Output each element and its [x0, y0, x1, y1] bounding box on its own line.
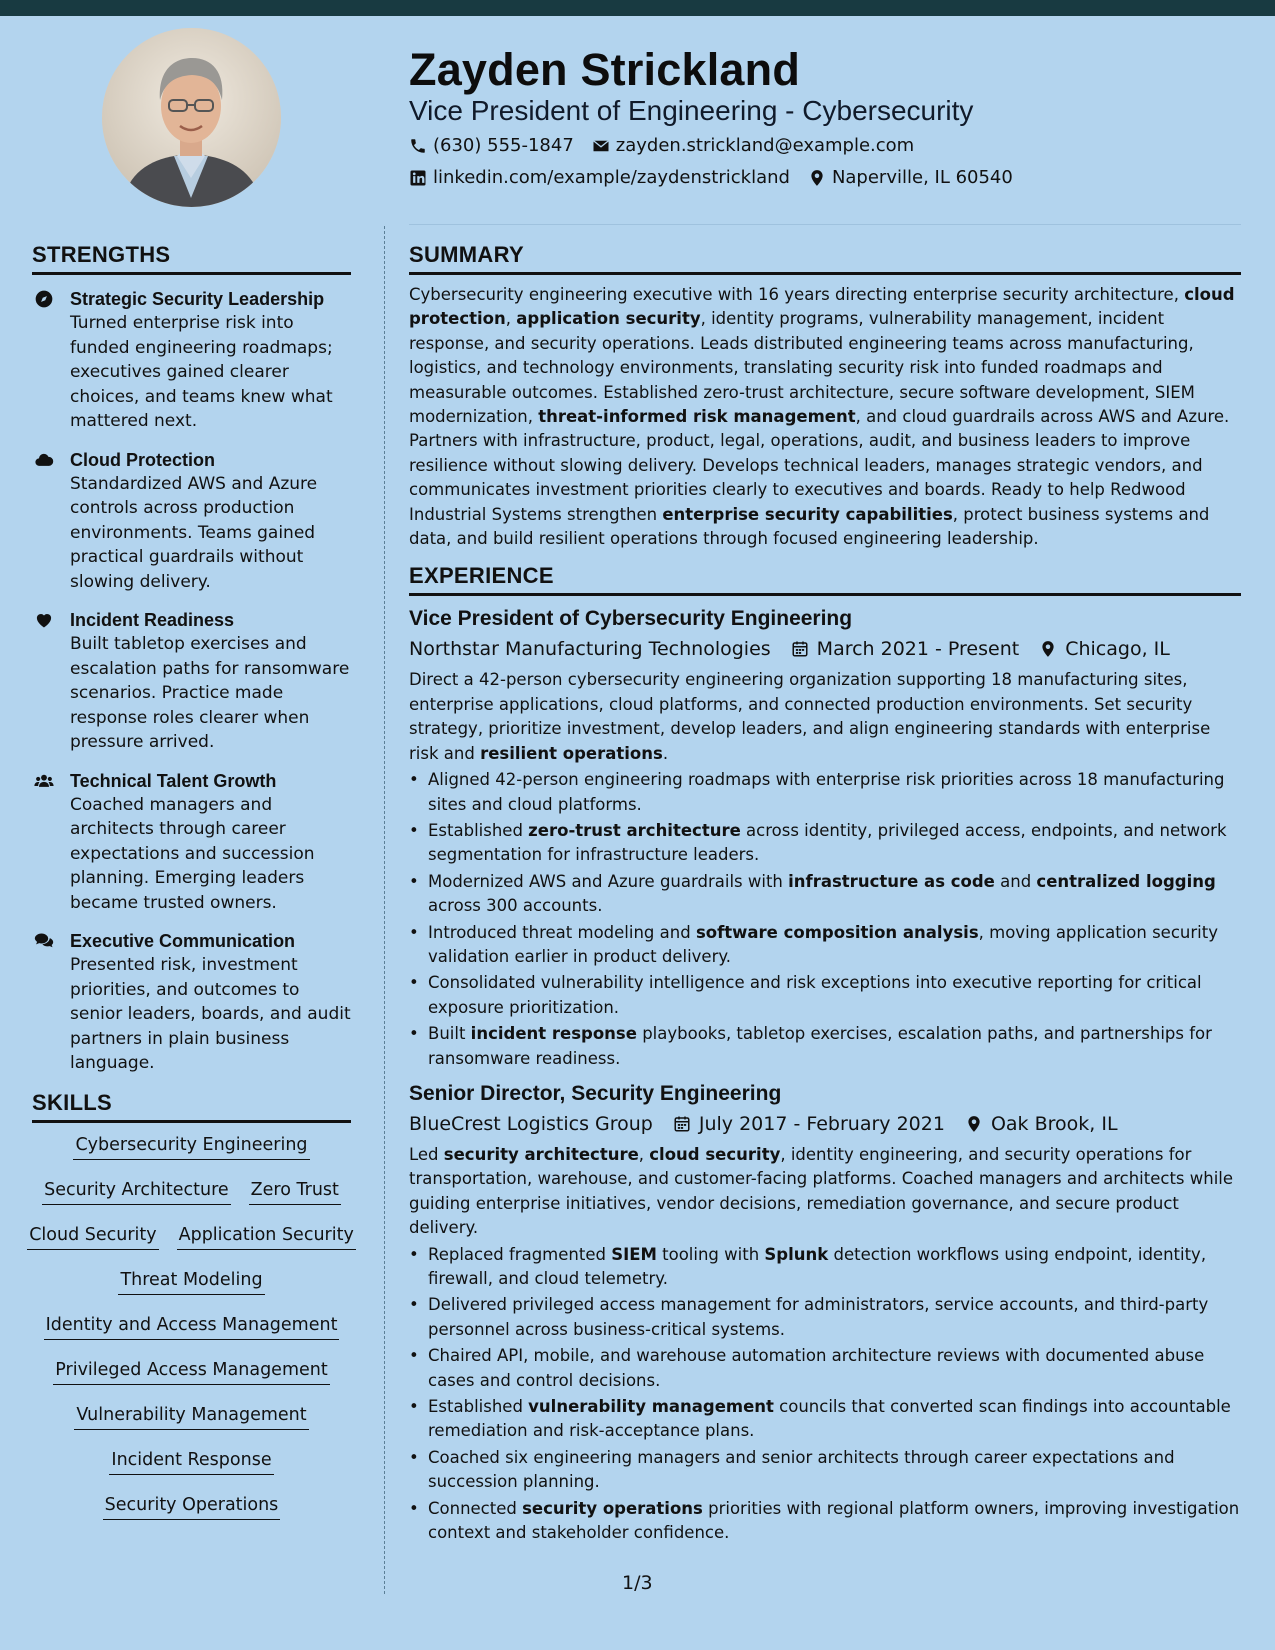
text-run: Direct a 42-person cybersecurity engineering organization supporting 18 manufacturing sites, enterprise applications, cloud platforms, and connected production environments. Set security strategy, prioritize investment, develop leaders, and align engineering standards with enterprise risk and	[409, 670, 1211, 763]
text-run: detection workflows using endpoint, identity, firewall, and cloud telemetry.	[428, 1244, 1207, 1288]
text-run: , protect business systems and data, and build resilient operations through focused engineering leadership.	[409, 504, 1210, 549]
strength-item	[32, 608, 351, 755]
calendar-icon	[791, 639, 809, 659]
text-run: Coached six engineering managers and senior architects through career expectations and succession planning.	[428, 1447, 1175, 1492]
job-meta	[409, 1109, 1241, 1139]
job-dates: March 2021 - Present	[816, 638, 1020, 661]
bullet-item	[409, 1446, 1241, 1495]
strength-title: Technical Talent Growth	[70, 770, 277, 791]
job-description	[409, 668, 1241, 766]
text-run: Cybersecurity engineering executive with 16 years directing enterprise security architecture,	[409, 285, 1185, 304]
strength-description: Standardized AWS and Azure controls across production environments. Teams gained practical guardrails without slowing delivery.	[70, 473, 318, 592]
bullet-item	[409, 971, 1241, 1020]
header-divider	[409, 224, 1241, 225]
job-entry	[409, 604, 1241, 1071]
strength-title: Incident Readiness	[70, 610, 235, 630]
skill-row	[32, 1405, 351, 1450]
skill-row	[32, 1315, 351, 1360]
location-text: Naperville, IL 60540	[831, 167, 1013, 188]
bullet-item	[409, 1022, 1241, 1071]
bullet-item	[409, 1395, 1241, 1444]
bold-keyword: software composition analysis	[695, 922, 979, 942]
text-run: Built	[428, 1024, 471, 1044]
skill-tag: Vulnerability Management	[74, 1405, 308, 1430]
job-description	[409, 1143, 1241, 1241]
summary-heading: SUMMARY	[409, 242, 1241, 275]
users-icon	[32, 771, 56, 791]
text-run: .	[662, 743, 669, 763]
bold-keyword: cloud security	[649, 1144, 781, 1164]
job-bullets	[409, 1243, 1241, 1546]
skills-heading: SKILLS	[32, 1090, 351, 1123]
job-meta	[409, 634, 1241, 664]
text-run: Established	[428, 820, 529, 840]
skill-tag: Privileged Access Management	[53, 1360, 329, 1385]
strengths-heading: STRENGTHS	[32, 242, 351, 275]
text-run: councils that converted scan findings into accountable remediation and risk-acceptance plans.	[428, 1397, 1231, 1441]
compass-icon	[32, 289, 56, 309]
contact-row-1	[409, 135, 914, 156]
text-run: Consolidated vulnerability intelligence and risk exceptions into executive reporting for critical exposure prioritization.	[428, 973, 1202, 1017]
bold-keyword: Splunk	[764, 1244, 829, 1264]
map-marker-icon	[808, 169, 826, 187]
text-run: Delivered privileged access management for administrators, service accounts, and third-party personnel across business-critical systems.	[428, 1295, 1209, 1339]
skill-tag: Application Security	[177, 1225, 356, 1250]
skill-tag: Identity and Access Management	[44, 1315, 340, 1340]
text-run: tooling with	[656, 1244, 765, 1264]
strengths-list	[32, 287, 351, 1076]
email-text: zayden.strickland@example.com	[615, 135, 915, 156]
bullet-item	[409, 819, 1241, 868]
text-run: across 300 accounts.	[428, 896, 603, 916]
phone-icon	[409, 137, 427, 155]
skill-tag: Security Operations	[103, 1495, 281, 1520]
bullet-item	[409, 768, 1241, 817]
job-bullets	[409, 768, 1241, 1071]
text-run: Established	[428, 1397, 529, 1417]
job-title: Vice President of Cybersecurity Engineering	[409, 607, 853, 631]
bold-keyword: infrastructure as code	[788, 871, 995, 891]
job-entry	[409, 1079, 1241, 1546]
right-column	[409, 242, 1241, 1547]
skill-tag: Incident Response	[109, 1450, 273, 1475]
linkedin-icon	[409, 169, 427, 187]
strength-item	[32, 448, 351, 595]
bold-keyword: incident response	[470, 1024, 637, 1044]
phone-text: (630) 555-1847	[433, 135, 574, 156]
text-run: priorities with regional platform owners, improving investigation context and stakeholder confidence.	[428, 1498, 1240, 1543]
profile-photo	[102, 28, 281, 207]
bold-keyword: enterprise security capabilities	[662, 504, 953, 524]
heart-icon	[32, 610, 56, 630]
job-company: Northstar Manufacturing Technologies	[409, 638, 771, 661]
job-dates: July 2017 - February 2021	[698, 1112, 945, 1135]
summary-text	[409, 283, 1241, 551]
contact-row-2	[409, 167, 1013, 188]
strength-description: Built tabletop exercises and escalation paths for ransomware scenarios. Practice made response roles clearer when pressure arrived.	[70, 634, 350, 752]
experience-list	[409, 604, 1241, 1545]
skill-tag: Cybersecurity Engineering	[73, 1135, 309, 1160]
column-divider	[384, 226, 385, 1594]
text-run: and	[994, 871, 1037, 891]
contact-email	[592, 135, 914, 156]
contact-linkedin	[409, 167, 790, 188]
strength-item	[32, 929, 351, 1076]
strength-item	[32, 769, 351, 916]
contact-phone	[409, 135, 574, 156]
text-run: across identity, privileged access, endpoints, and network segmentation for infrastructure leaders.	[428, 820, 1227, 865]
bold-keyword: centralized logging	[1036, 871, 1216, 891]
job-title: Senior Director, Security Engineering	[409, 1081, 782, 1105]
text-run: Introduced threat modeling and	[428, 922, 696, 942]
skill-row	[32, 1360, 351, 1405]
text-run: , identity engineering, and security operations for transportation, warehouse, and customer-facing platforms. Coached managers and architects while guiding enterprise initiatives, vendor decisions, remediation governance, and secure product delivery.	[409, 1144, 1234, 1238]
bullet-item	[409, 1497, 1241, 1546]
left-column	[29, 242, 354, 1540]
bold-keyword: zero-trust architecture	[528, 820, 741, 840]
bold-keyword: application security	[516, 309, 701, 329]
strength-description: Presented risk, investment priorities, and outcomes to senior leaders, boards, and audit partners in plain business language.	[70, 955, 351, 1073]
strength-description: Turned enterprise risk into funded engineering roadmaps; executives gained clearer choices, and teams knew what mattered next.	[70, 313, 333, 431]
bold-keyword: resilient operations	[480, 743, 663, 763]
page-number: 1/3	[622, 1572, 653, 1594]
text-run: Connected	[428, 1498, 523, 1518]
contact-location	[808, 167, 1013, 188]
skill-tag: Zero Trust	[249, 1180, 341, 1205]
bold-keyword: security operations	[522, 1498, 703, 1518]
skill-row	[29, 1224, 354, 1270]
text-run: , and cloud guardrails across AWS and Azure. Partners with infrastructure, product, legal, operations, audit, and business leaders to improve resilience without slowing delivery. Develops technical leaders, manages strategic vendors, and communicates investment priorities clearly to executives and boards. Ready to help Redwood Industrial Systems strengthen	[409, 407, 1230, 524]
text-run: Led	[409, 1144, 444, 1164]
bullet-item	[409, 1344, 1241, 1393]
strength-title: Cloud Protection	[70, 449, 215, 470]
top-accent-bar	[0, 0, 1275, 16]
skill-row	[32, 1270, 351, 1315]
text-run: , identity programs, vulnerability management, incident response, and security operations. Leads distributed engineering teams across manufacturing, logistics, and technology environments, translating security risk into funded roadmaps and measurable outcomes. Established zero-trust architecture, secure software development, SIEM modernization,	[409, 309, 1195, 427]
skill-row	[32, 1450, 351, 1495]
experience-heading: EXPERIENCE	[409, 563, 1241, 596]
bold-keyword: cloud protection	[409, 285, 1235, 329]
skills-list	[29, 1134, 354, 1540]
job-company: BlueCrest Logistics Group	[409, 1112, 653, 1135]
skill-row	[32, 1180, 351, 1225]
comments-icon	[32, 931, 56, 951]
text-run: ,	[505, 309, 517, 329]
skill-tag: Threat Modeling	[118, 1270, 264, 1295]
text-run: Aligned 42-person engineering roadmaps with enterprise risk priorities across 18 manufacturing sites and cloud platforms.	[428, 770, 1225, 814]
strength-item	[32, 287, 351, 434]
job-location: Oak Brook, IL	[990, 1112, 1118, 1135]
text-run: Chaired API, mobile, and warehouse automation architecture reviews with documented abuse cases and control decisions.	[428, 1346, 1205, 1390]
bold-keyword: vulnerability management	[528, 1397, 774, 1417]
skill-tag: Security Architecture	[42, 1180, 231, 1205]
text-run: , moving application security validation earlier in product delivery.	[428, 922, 1218, 966]
cloud-icon	[32, 450, 56, 470]
linkedin-text: linkedin.com/example/zaydenstrickland	[433, 167, 790, 188]
skill-row	[32, 1495, 351, 1540]
bullet-item	[409, 870, 1241, 919]
text-run: playbooks, tabletop exercises, escalation paths, and partnerships for ransomware readiness.	[428, 1024, 1212, 1068]
skill-row	[32, 1135, 351, 1180]
map-marker-icon	[1039, 639, 1057, 659]
bold-keyword: security architecture	[443, 1144, 639, 1164]
job-location: Chicago, IL	[1065, 638, 1170, 661]
bold-keyword: SIEM	[611, 1244, 657, 1264]
calendar-icon	[673, 1114, 691, 1134]
candidate-name: Zayden Strickland	[409, 44, 801, 95]
strength-description: Coached managers and architects through career expectations and succession planning. Emerging leaders became trusted owners.	[70, 794, 315, 913]
skill-tag: Cloud Security	[27, 1225, 158, 1250]
bullet-item	[409, 1243, 1241, 1292]
text-run: Replaced fragmented	[428, 1244, 612, 1264]
envelope-icon	[592, 137, 610, 155]
bullet-item	[409, 1293, 1241, 1342]
map-marker-icon	[965, 1114, 983, 1134]
strength-title: Executive Communication	[70, 931, 296, 951]
bullet-item	[409, 921, 1241, 970]
text-run: Modernized AWS and Azure guardrails with	[428, 871, 789, 891]
strength-title: Strategic Security Leadership	[70, 289, 325, 309]
candidate-title: Vice President of Engineering - Cybersecurity	[409, 95, 974, 126]
bold-keyword: threat-informed risk management	[538, 407, 856, 427]
text-run: ,	[638, 1144, 650, 1164]
